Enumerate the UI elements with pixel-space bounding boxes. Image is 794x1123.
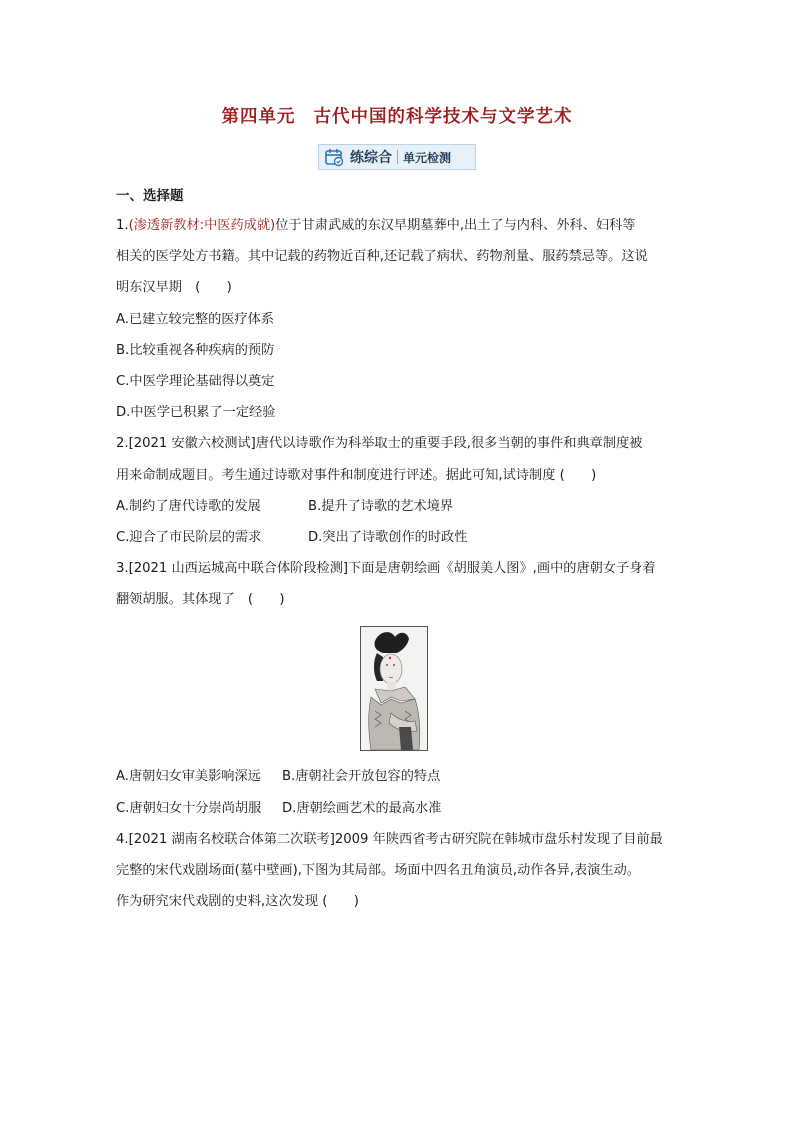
q3-option-b: B.唐朝社会开放包容的特点 bbox=[282, 769, 441, 784]
badge-main-label: 练综合 bbox=[350, 150, 392, 166]
q2-option-a: A.制约了唐代诗歌的发展 bbox=[116, 499, 261, 514]
calendar-icon bbox=[322, 145, 346, 169]
q3-options-row-1 bbox=[116, 768, 440, 786]
badge-divider bbox=[397, 150, 398, 164]
q4-line-2: 完整的宋代戏剧场面(墓中壁画),下图为其局部。场面中四名丑角演员,动作各异,表演生动。 bbox=[116, 863, 640, 878]
q1-text-1: 位于甘肃武威的东汉早期墓葬中,出土了与内科、外科、妇科等 bbox=[275, 218, 636, 233]
q2-line-2: 用来命制成题目。考生通过诗歌对事件和制度进行评述。据此可知,试诗制度 ( ) bbox=[116, 468, 597, 483]
q1-option-d: D.中医学已积累了一定经验 bbox=[116, 405, 276, 420]
q1-line-3: 明东汉早期 ( ) bbox=[116, 280, 232, 295]
q3-line-2: 翻领胡服。其体现了 ( ) bbox=[116, 592, 285, 607]
q4-line-1: 4.[2021 湖南名校联合体第二次联考]2009 年陕西省考古研究院在韩城市盘乐村发现了目前最 bbox=[116, 832, 663, 847]
q3-line-1: 3.[2021 山西运城高中联合体阶段检测]下面是唐朝绘画《胡服美人图》,画中的唐朝女子身着 bbox=[116, 561, 656, 576]
q2-option-c: C.迎合了市民阶层的需求 bbox=[116, 530, 262, 545]
q4-line-3: 作为研究宋代戏剧的史料,这次发现 ( ) bbox=[116, 894, 359, 909]
q2-option-d: D.突出了诗歌创作的时政性 bbox=[308, 530, 468, 545]
q1-tag: (渗透新教材:中医药成就) bbox=[128, 218, 276, 233]
badge-sub-label: 单元检测 bbox=[403, 150, 452, 165]
q2-options-row-2 bbox=[116, 529, 467, 547]
tang-painting-image bbox=[360, 626, 428, 751]
q1-number: 1. bbox=[116, 218, 129, 233]
q1-option-c: C.中医学理论基础得以奠定 bbox=[116, 374, 275, 389]
q1-line-2: 相关的医学处方书籍。其中记载的药物近百种,还记载了病状、药物剂量、服药禁忌等。这说 bbox=[116, 249, 648, 264]
q2-option-b: B.提升了诗歌的艺术境界 bbox=[308, 499, 454, 514]
q3-option-c: C.唐朝妇女十分崇尚胡服 bbox=[116, 801, 262, 816]
q3-options-row-2 bbox=[116, 800, 441, 818]
unit-name: 古代中国的科学技术与文学艺术 bbox=[313, 107, 573, 127]
page-title bbox=[0, 103, 794, 128]
q3-option-d: D.唐朝绘画艺术的最高水准 bbox=[282, 801, 442, 816]
unit-label: 第四单元 bbox=[221, 107, 296, 127]
practice-badge bbox=[318, 144, 476, 170]
q1-option-b: B.比较重视各种疾病的预防 bbox=[116, 343, 275, 358]
q1-line-1 bbox=[116, 217, 635, 235]
q2-options-row-1 bbox=[116, 498, 453, 516]
q2-line-1: 2.[2021 安徽六校测试]唐代以诗歌作为科举取士的重要手段,很多当朝的事件和典章制度被 bbox=[116, 436, 643, 451]
q3-option-a: A.唐朝妇女审美影响深远 bbox=[116, 769, 261, 784]
section-heading: 一、选择题 bbox=[116, 188, 184, 204]
q1-option-a: A.已建立较完整的医疗体系 bbox=[116, 312, 275, 327]
